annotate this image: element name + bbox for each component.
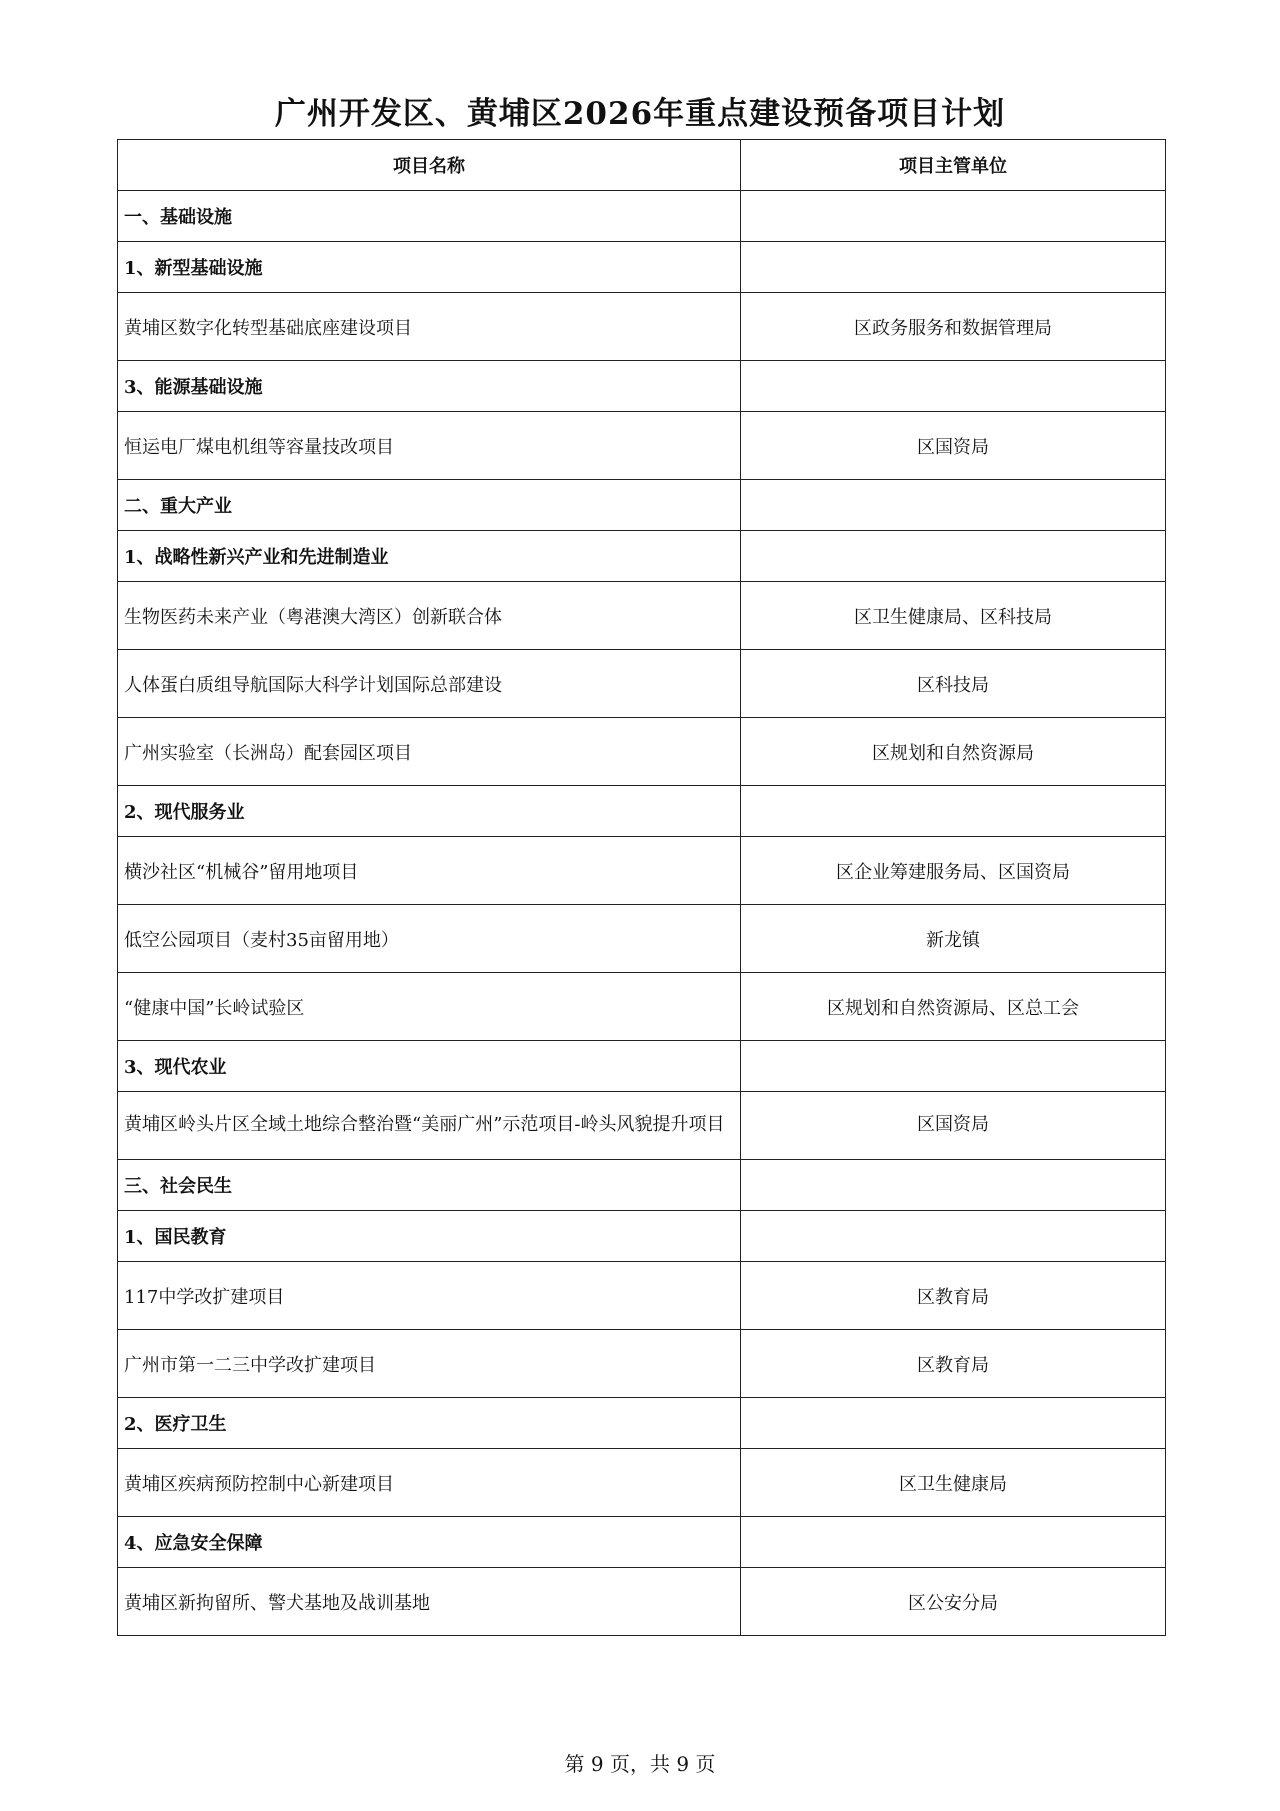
column-header-project-name: 项目名称 [118, 140, 741, 191]
section-row [118, 786, 1166, 837]
table-row [118, 293, 1166, 361]
section-title: 二、重大产业 [118, 480, 741, 531]
project-name-cell: 恒运电厂煤电机组等容量技改项目 [118, 412, 741, 480]
project-name-cell: 黄埔区新拘留所、警犬基地及战训基地 [118, 1568, 741, 1636]
table-row [118, 837, 1166, 905]
page-number: 第 9 页，共 9 页 [564, 1752, 716, 1776]
section-title: 2、医疗卫生 [118, 1398, 741, 1449]
column-header-unit: 项目主管单位 [741, 140, 1166, 191]
table-row [118, 650, 1166, 718]
unit-cell: 区企业筹建服务局、区国资局 [741, 837, 1166, 905]
unit-cell [741, 1041, 1166, 1092]
table-row [118, 1568, 1166, 1636]
project-name-cell: 低空公园项目（麦村35亩留用地） [118, 905, 741, 973]
table-row [118, 1262, 1166, 1330]
project-name-cell: 广州实验室（长洲岛）配套园区项目 [118, 718, 741, 786]
project-name-cell: 生物医药未来产业（粤港澳大湾区）创新联合体 [118, 582, 741, 650]
unit-cell: 区国资局 [741, 1092, 1166, 1160]
table-row [118, 973, 1166, 1041]
project-name-cell: 黄埔区岭头片区全域土地综合整治暨“美丽广州”示范项目-岭头风貌提升项目 [118, 1092, 741, 1160]
table-row [118, 1449, 1166, 1517]
unit-cell [741, 531, 1166, 582]
section-title: 1、国民教育 [118, 1211, 741, 1262]
section-row [118, 1398, 1166, 1449]
unit-cell [741, 1517, 1166, 1568]
unit-cell: 区规划和自然资源局 [741, 718, 1166, 786]
unit-cell: 区国资局 [741, 412, 1166, 480]
project-name-cell: 黄埔区数字化转型基础底座建设项目 [118, 293, 741, 361]
unit-cell [741, 1160, 1166, 1211]
section-title: 4、应急安全保障 [118, 1517, 741, 1568]
unit-cell: 区科技局 [741, 650, 1166, 718]
section-row [118, 242, 1166, 293]
table-row [118, 582, 1166, 650]
section-row [118, 480, 1166, 531]
section-row [118, 1160, 1166, 1211]
section-title: 1、战略性新兴产业和先进制造业 [118, 531, 741, 582]
unit-cell: 新龙镇 [741, 905, 1166, 973]
unit-cell [741, 242, 1166, 293]
unit-cell [741, 191, 1166, 242]
unit-cell: 区政务服务和数据管理局 [741, 293, 1166, 361]
unit-cell: 区卫生健康局 [741, 1449, 1166, 1517]
unit-cell [741, 1211, 1166, 1262]
unit-cell [741, 1398, 1166, 1449]
unit-cell [741, 480, 1166, 531]
project-name-cell: 黄埔区疾病预防控制中心新建项目 [118, 1449, 741, 1517]
unit-cell: 区公安分局 [741, 1568, 1166, 1636]
section-title: 2、现代服务业 [118, 786, 741, 837]
unit-cell [741, 786, 1166, 837]
project-name-cell: 117中学改扩建项目 [118, 1262, 741, 1330]
section-row [118, 1517, 1166, 1568]
section-row [118, 531, 1166, 582]
project-name-cell: “健康中国”长岭试验区 [118, 973, 741, 1041]
unit-cell: 区规划和自然资源局、区总工会 [741, 973, 1166, 1041]
project-name-cell: 广州市第一二三中学改扩建项目 [118, 1330, 741, 1398]
unit-cell: 区教育局 [741, 1262, 1166, 1330]
section-title: 3、现代农业 [118, 1041, 741, 1092]
project-name-cell: 横沙社区“机械谷”留用地项目 [118, 837, 741, 905]
section-row [118, 191, 1166, 242]
section-title: 三、社会民生 [118, 1160, 741, 1211]
project-table [117, 139, 1166, 1636]
section-row [118, 1041, 1166, 1092]
section-title: 3、能源基础设施 [118, 361, 741, 412]
page-title: 广州开发区、黄埔区2026年重点建设预备项目计划 [274, 96, 1006, 132]
section-title: 1、新型基础设施 [118, 242, 741, 293]
table-row [118, 905, 1166, 973]
table-row [118, 1092, 1166, 1160]
unit-cell [741, 361, 1166, 412]
section-row [118, 361, 1166, 412]
project-name-cell: 人体蛋白质组导航国际大科学计划国际总部建设 [118, 650, 741, 718]
table-row [118, 1330, 1166, 1398]
section-title: 一、基础设施 [118, 191, 741, 242]
unit-cell: 区教育局 [741, 1330, 1166, 1398]
table-row [118, 412, 1166, 480]
table-row [118, 718, 1166, 786]
section-row [118, 1211, 1166, 1262]
table-header-row [118, 140, 1166, 191]
unit-cell: 区卫生健康局、区科技局 [741, 582, 1166, 650]
